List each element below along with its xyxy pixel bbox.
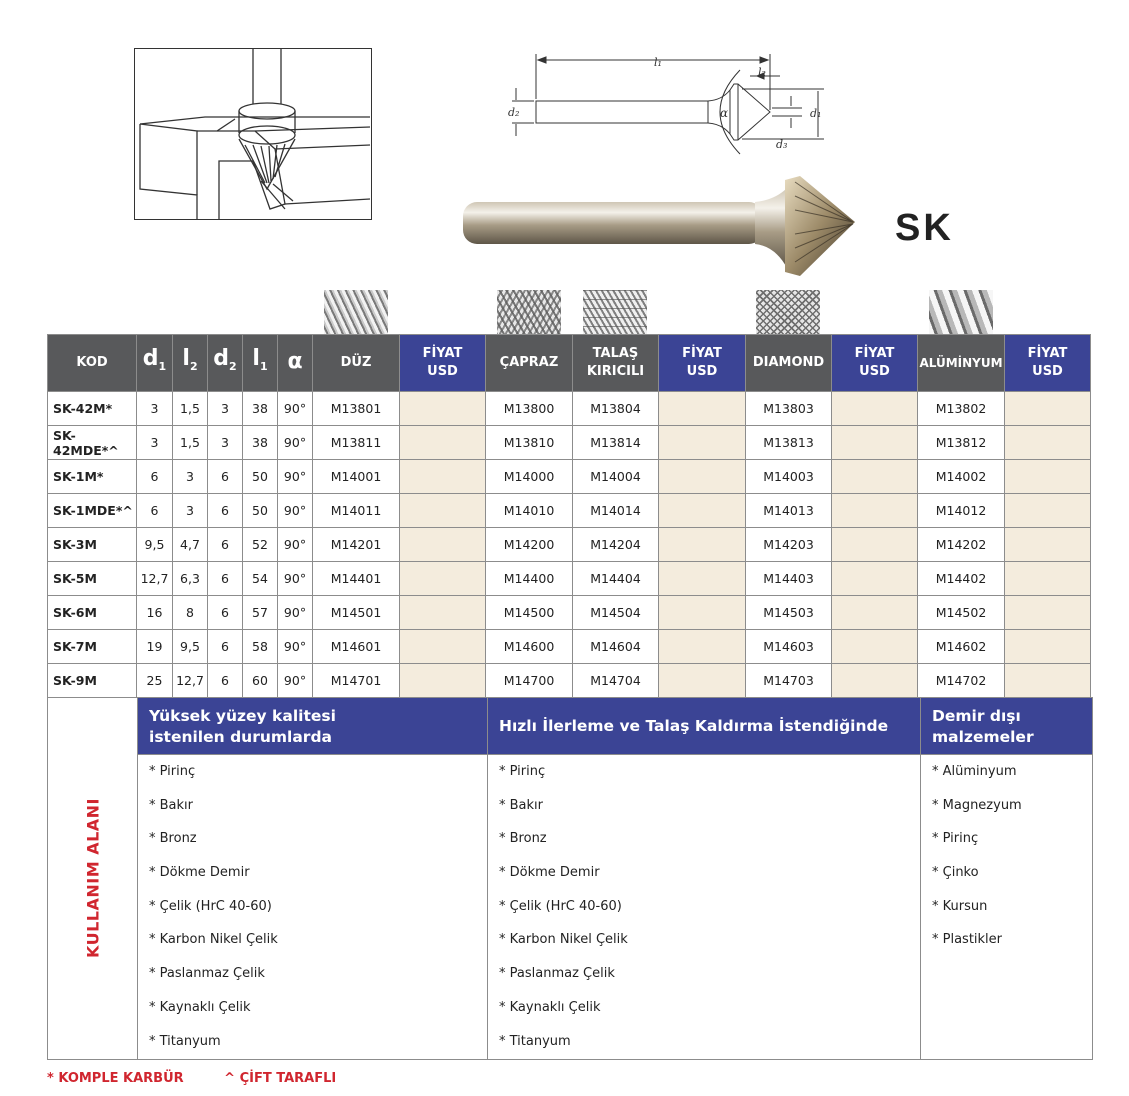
table-header-row	[48, 335, 1091, 392]
cell-kod: SK-42M*	[48, 392, 137, 426]
cell-price	[832, 630, 918, 664]
cell-diamond: M14403	[746, 562, 832, 596]
cell-kod: SK-5M	[48, 562, 137, 596]
cell-alu: M13802	[918, 392, 1005, 426]
cell-d1: 19	[137, 630, 173, 664]
tool-photo	[455, 172, 875, 282]
cell-l2: 1,5	[173, 392, 208, 426]
cell-price	[832, 460, 918, 494]
duz-flute-swatch	[324, 290, 388, 336]
label-d2: d₂	[508, 106, 520, 119]
usage-area	[47, 697, 1093, 1060]
cell-price	[400, 596, 486, 630]
cell-price	[832, 664, 918, 698]
cell-price	[659, 528, 746, 562]
list-item: * Çelik (HrC 40-60)	[149, 898, 272, 914]
cell-duz: M14011	[313, 494, 400, 528]
cell-capraz: M14010	[486, 494, 573, 528]
cell-l2: 8	[173, 596, 208, 630]
label-alpha: α	[720, 106, 729, 120]
col-fiyat-4: FİYAT USD	[1005, 335, 1091, 392]
list-item: * Bronz	[149, 831, 197, 847]
table-row	[48, 596, 1091, 630]
cell-price	[832, 426, 918, 460]
list-item: * Pirinç	[932, 831, 979, 847]
list-item: * Pirinç	[499, 764, 546, 779]
list-item: * Karbon Nikel Çelik	[499, 932, 628, 948]
cell-diamond: M14503	[746, 596, 832, 630]
cell-alu: M14702	[918, 664, 1005, 698]
cell-kod: SK-6M	[48, 596, 137, 630]
cell-price	[1005, 528, 1091, 562]
cell-d1: 6	[137, 460, 173, 494]
cell-price	[1005, 664, 1091, 698]
list-item: * Paslanmaz Çelik	[149, 966, 265, 982]
list-item: * Bakır	[149, 797, 194, 813]
col-kod: KOD	[48, 335, 137, 392]
cell-price	[400, 630, 486, 664]
cell-price	[659, 562, 746, 596]
cell-talas: M14504	[573, 596, 659, 630]
list-item: * Dökme Demir	[149, 865, 250, 881]
cell-duz: M14201	[313, 528, 400, 562]
list-item: * Çinko	[932, 865, 979, 881]
cell-d1: 16	[137, 596, 173, 630]
cell-d1: 6	[137, 494, 173, 528]
cell-duz: M13811	[313, 426, 400, 460]
cell-kod: SK-9M	[48, 664, 137, 698]
cell-d2: 6	[208, 596, 243, 630]
cell-kod: SK-7M	[48, 630, 137, 664]
cell-alu: M14402	[918, 562, 1005, 596]
cell-price	[1005, 630, 1091, 664]
cell-capraz: M14700	[486, 664, 573, 698]
cell-duz: M14001	[313, 460, 400, 494]
usage-illustration	[134, 48, 372, 220]
cell-kod: SK-1M*	[48, 460, 137, 494]
cell-a: 90°	[278, 562, 313, 596]
label-d1: d₁	[810, 107, 822, 120]
col-fiyat-3: FİYAT USD	[832, 335, 918, 392]
spec-table	[47, 334, 1091, 698]
table-row	[48, 664, 1091, 698]
cell-talas: M14604	[573, 630, 659, 664]
cell-duz: M14501	[313, 596, 400, 630]
cell-capraz: M14600	[486, 630, 573, 664]
cell-price	[400, 528, 486, 562]
cell-price	[832, 392, 918, 426]
col-talas: TALAŞ KIRICILI	[573, 335, 659, 392]
cell-l2: 6,3	[173, 562, 208, 596]
cell-diamond: M14003	[746, 460, 832, 494]
table-row	[48, 460, 1091, 494]
cell-price	[659, 630, 746, 664]
cell-diamond: M14013	[746, 494, 832, 528]
label-l1: l₁	[654, 56, 662, 69]
cell-price	[659, 494, 746, 528]
col-diamond: DIAMOND	[746, 335, 832, 392]
cell-l1: 38	[243, 392, 278, 426]
cell-capraz: M13800	[486, 392, 573, 426]
cell-duz: M14401	[313, 562, 400, 596]
footnote-carbide: * KOMPLE KARBÜR	[47, 1071, 184, 1086]
cell-a: 90°	[278, 664, 313, 698]
cell-d2: 6	[208, 494, 243, 528]
cell-price	[400, 392, 486, 426]
cell-price	[1005, 494, 1091, 528]
talas-flute-swatch	[583, 290, 647, 336]
table-row	[48, 392, 1091, 426]
col-fiyat-1: FİYAT USD	[400, 335, 486, 392]
cell-a: 90°	[278, 630, 313, 664]
cell-l1: 58	[243, 630, 278, 664]
cell-a: 90°	[278, 426, 313, 460]
col-l2: $l_2$	[173, 335, 208, 392]
cell-alu: M14502	[918, 596, 1005, 630]
list-item: * Karbon Nikel Çelik	[149, 932, 278, 948]
cell-price	[659, 664, 746, 698]
cell-diamond: M13813	[746, 426, 832, 460]
cell-alu: M14012	[918, 494, 1005, 528]
cell-a: 90°	[278, 460, 313, 494]
col-aluminyum: ALÜMİNYUM	[918, 335, 1005, 392]
cell-duz: M14601	[313, 630, 400, 664]
cell-talas: M14404	[573, 562, 659, 596]
list-item: * Magnezyum	[932, 797, 1022, 813]
list-item: * Bronz	[499, 831, 547, 847]
cell-talas: M13814	[573, 426, 659, 460]
cell-l1: 60	[243, 664, 278, 698]
usage-label: KULLANIM ALANI	[83, 797, 103, 959]
table-row	[48, 630, 1091, 664]
table-row	[48, 562, 1091, 596]
cell-price	[832, 596, 918, 630]
cell-d2: 6	[208, 664, 243, 698]
cell-alu: M14202	[918, 528, 1005, 562]
cell-l1: 50	[243, 494, 278, 528]
cell-alu: M13812	[918, 426, 1005, 460]
cell-d2: 6	[208, 460, 243, 494]
cell-price	[832, 562, 918, 596]
cell-a: 90°	[278, 392, 313, 426]
footnote-double-sided: ^ ÇİFT TARAFLI	[224, 1071, 337, 1086]
list-item: * Kursun	[932, 898, 988, 914]
cell-kod: SK-3M	[48, 528, 137, 562]
cell-price	[832, 494, 918, 528]
cell-a: 90°	[278, 596, 313, 630]
cell-diamond: M14703	[746, 664, 832, 698]
cell-d1: 9,5	[137, 528, 173, 562]
list-item: * Dökme Demir	[499, 865, 600, 881]
cell-l2: 1,5	[173, 426, 208, 460]
table-row	[48, 528, 1091, 562]
cell-talas: M14014	[573, 494, 659, 528]
cell-l2: 12,7	[173, 664, 208, 698]
cell-d2: 3	[208, 426, 243, 460]
cell-talas: M14204	[573, 528, 659, 562]
cell-price	[1005, 562, 1091, 596]
col-d1: $d_1$	[137, 335, 173, 392]
cell-diamond: M14603	[746, 630, 832, 664]
cell-talas: M13804	[573, 392, 659, 426]
usage-col-high-surface-title: Yüksek yüzey kalitesi istenilen durumlarda	[138, 698, 488, 755]
cell-d1: 12,7	[137, 562, 173, 596]
cell-diamond: M13803	[746, 392, 832, 426]
cell-d1: 25	[137, 664, 173, 698]
cell-capraz: M14000	[486, 460, 573, 494]
cell-capraz: M14500	[486, 596, 573, 630]
usage-col-non-ferrous	[920, 698, 1092, 1059]
cell-talas: M14004	[573, 460, 659, 494]
cell-price	[659, 392, 746, 426]
cell-d1: 3	[137, 426, 173, 460]
cell-price	[400, 426, 486, 460]
cell-diamond: M14203	[746, 528, 832, 562]
usage-col-fast-feed	[487, 698, 921, 1059]
cell-price	[659, 596, 746, 630]
cell-l1: 57	[243, 596, 278, 630]
list-item: * Alüminyum	[932, 764, 1017, 779]
cell-price	[832, 528, 918, 562]
cell-price	[400, 460, 486, 494]
cell-l2: 9,5	[173, 630, 208, 664]
list-item: * Pirinç	[149, 764, 196, 779]
cell-a: 90°	[278, 494, 313, 528]
cell-d1: 3	[137, 392, 173, 426]
list-item: * Titanyum	[499, 1033, 571, 1049]
cell-l1: 52	[243, 528, 278, 562]
series-title: SK	[895, 207, 954, 249]
list-item: * Titanyum	[149, 1033, 221, 1049]
label-d3: d₃	[776, 138, 788, 151]
cell-talas: M14704	[573, 664, 659, 698]
col-duz: DÜZ	[313, 335, 400, 392]
cell-capraz: M13810	[486, 426, 573, 460]
usage-col-high-surface	[137, 698, 488, 1059]
diamond-flute-swatch	[756, 290, 820, 336]
cell-kod: SK-1MDE*^	[48, 494, 137, 528]
cell-l2: 4,7	[173, 528, 208, 562]
cell-duz: M14701	[313, 664, 400, 698]
cell-capraz: M14200	[486, 528, 573, 562]
col-alpha: α	[278, 335, 313, 392]
technical-drawing	[502, 44, 842, 160]
cell-price	[1005, 596, 1091, 630]
cell-price	[1005, 426, 1091, 460]
aluminyum-flute-swatch	[929, 290, 993, 336]
cell-d2: 6	[208, 562, 243, 596]
cell-d2: 3	[208, 392, 243, 426]
list-item: * Plastikler	[932, 932, 1003, 948]
col-d2: $d_2$	[208, 335, 243, 392]
cell-l1: 50	[243, 460, 278, 494]
cell-d2: 6	[208, 528, 243, 562]
cell-price	[659, 460, 746, 494]
cell-capraz: M14400	[486, 562, 573, 596]
list-item: * Kaynaklı Çelik	[499, 999, 601, 1015]
col-fiyat-2: FİYAT USD	[659, 335, 746, 392]
cell-price	[400, 664, 486, 698]
cell-l2: 3	[173, 494, 208, 528]
cell-price	[400, 562, 486, 596]
cell-l1: 54	[243, 562, 278, 596]
cell-d2: 6	[208, 630, 243, 664]
col-capraz: ÇAPRAZ	[486, 335, 573, 392]
cell-alu: M14602	[918, 630, 1005, 664]
cell-l1: 38	[243, 426, 278, 460]
table-row	[48, 494, 1091, 528]
cell-a: 90°	[278, 528, 313, 562]
list-item: * Kaynaklı Çelik	[149, 999, 251, 1015]
cell-l2: 3	[173, 460, 208, 494]
footnotes	[47, 1071, 372, 1086]
list-item: * Çelik (HrC 40-60)	[499, 898, 622, 914]
list-item: * Paslanmaz Çelik	[499, 966, 615, 982]
col-l1: $l_1$	[243, 335, 278, 392]
list-item: * Bakır	[499, 797, 544, 813]
table-row	[48, 426, 1091, 460]
usage-col-non-ferrous-title: Demir dışı malzemeler	[921, 698, 1092, 755]
cell-price	[659, 426, 746, 460]
label-l2: l₂	[758, 66, 766, 79]
cell-kod: SK-42MDE*^	[48, 426, 137, 460]
capraz-flute-swatch	[497, 290, 561, 336]
usage-col-fast-feed-title: Hızlı İlerleme ve Talaş Kaldırma İstendiğinde	[488, 698, 921, 755]
cell-price	[1005, 392, 1091, 426]
cell-price	[1005, 460, 1091, 494]
cell-duz: M13801	[313, 392, 400, 426]
cell-price	[400, 494, 486, 528]
cell-alu: M14002	[918, 460, 1005, 494]
